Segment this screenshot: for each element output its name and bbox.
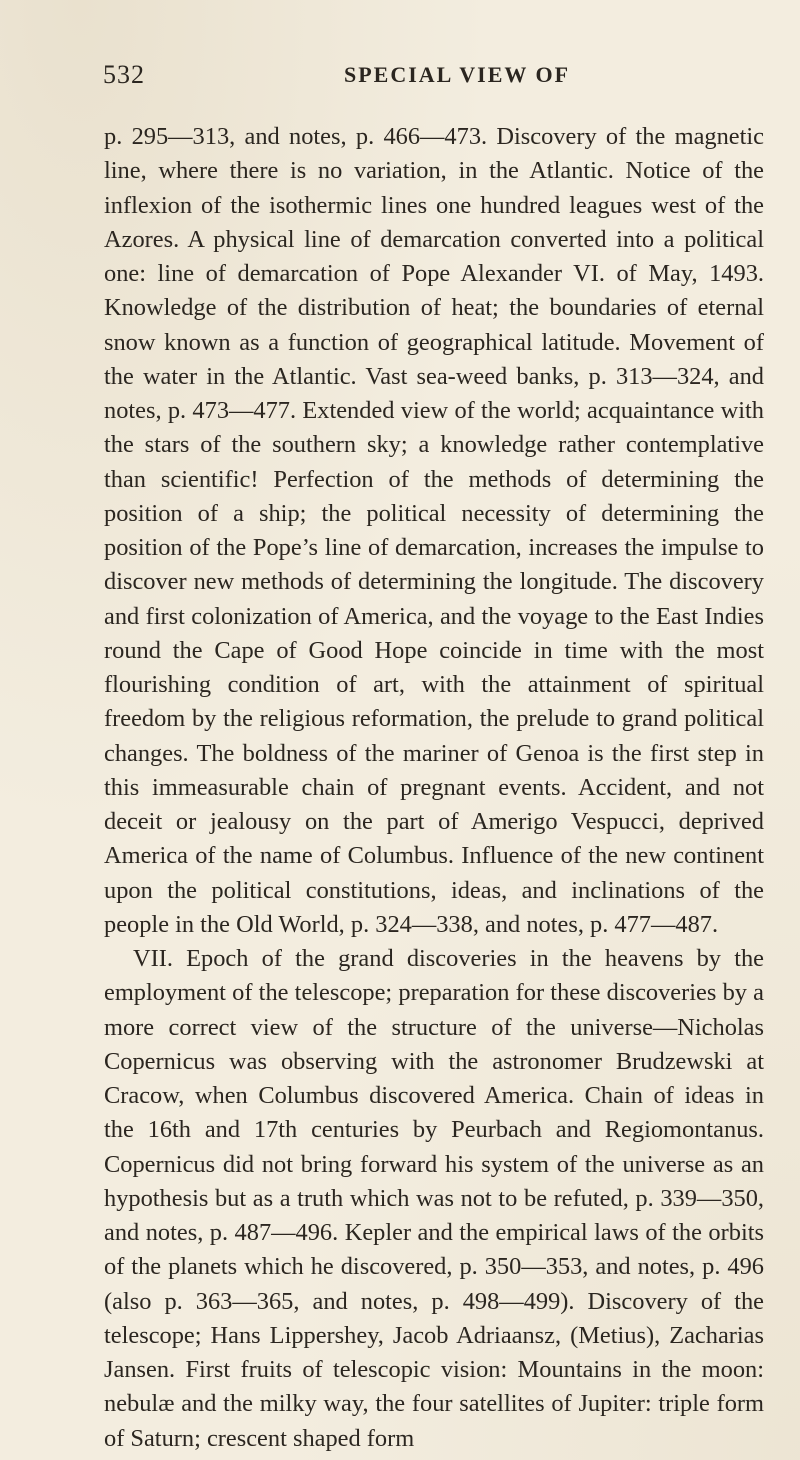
- running-head: [103, 60, 760, 94]
- page-number: 532: [103, 60, 145, 89]
- running-title: SPECIAL VIEW OF: [344, 62, 571, 87]
- paragraph-continued: p. 295—313, and notes, p. 466—473. Discovery of the magnetic line, where there is no variation, in the Atlantic. Notice of the inflexion of the isothermic lines one hundred leagues west of the Azores. A physical line of demarcation converted into a political one: line of demarcation of Pope Alexander VI. of May, 1493. Knowledge of the distribution of heat; the boundaries of eternal snow known as a function of geographical latitude. Movement of the water in the Atlantic. Vast sea-weed banks, p. 313—324, and notes, p. 473—477. Extended view of the world; acquaintance with the stars of the southern sky; a knowledge rather contemplative than scientific! Perfection of the methods of determining the position of a ship; the political necessity of determining the position of the Pope’s line of demarcation, increases the impulse to discover new methods of determining the longitude. The discovery and first colonization of America, and the voyage to the East Indies round the Cape of Good Hope coincide in time with the most flourishing condition of art, with the attainment of spiritual freedom by the religious reformation, the prelude to grand political changes. The boldness of the mariner of Genoa is the first step in this immeasurable chain of pregnant events. Accident, and not deceit or jealousy on the part of Amerigo Vespucci, deprived America of the name of Columbus. Influence of the new continent upon the political constitutions, ideas, and inclinations of the people in the Old World, p. 324—338, and notes, p. 477—487.: [104, 123, 764, 938]
- body-text: [104, 120, 764, 1456]
- paragraph-epoch-vii: VII. Epoch of the grand discoveries in the heavens by the employment of the telescope; preparation for these discoveries by a more correct view of the structure of the universe—Nicholas Copernicus was observing with the astronomer Brudzewski at Cracow, when Columbus discovered America. Chain of ideas in the 16th and 17th centuries by Peurbach and Regiomontanus. Copernicus did not bring forward his system of the universe as an hypothesis but as a truth which was not to be refuted, p. 339—350, and notes, p. 487—496. Kepler and the empirical laws of the orbits of the planets which he discovered, p. 350—353, and notes, p. 496 (also p. 363—365, and notes, p. 498—499). Discovery of the telescope; Hans Lippershey, Jacob Adriaansz, (Metius), Zacharias Jansen. First fruits of telescopic vision: Mountains in the moon: nebulæ and the milky way, the four satellites of Jupiter: triple form of Saturn; crescent shaped form: [104, 945, 764, 1452]
